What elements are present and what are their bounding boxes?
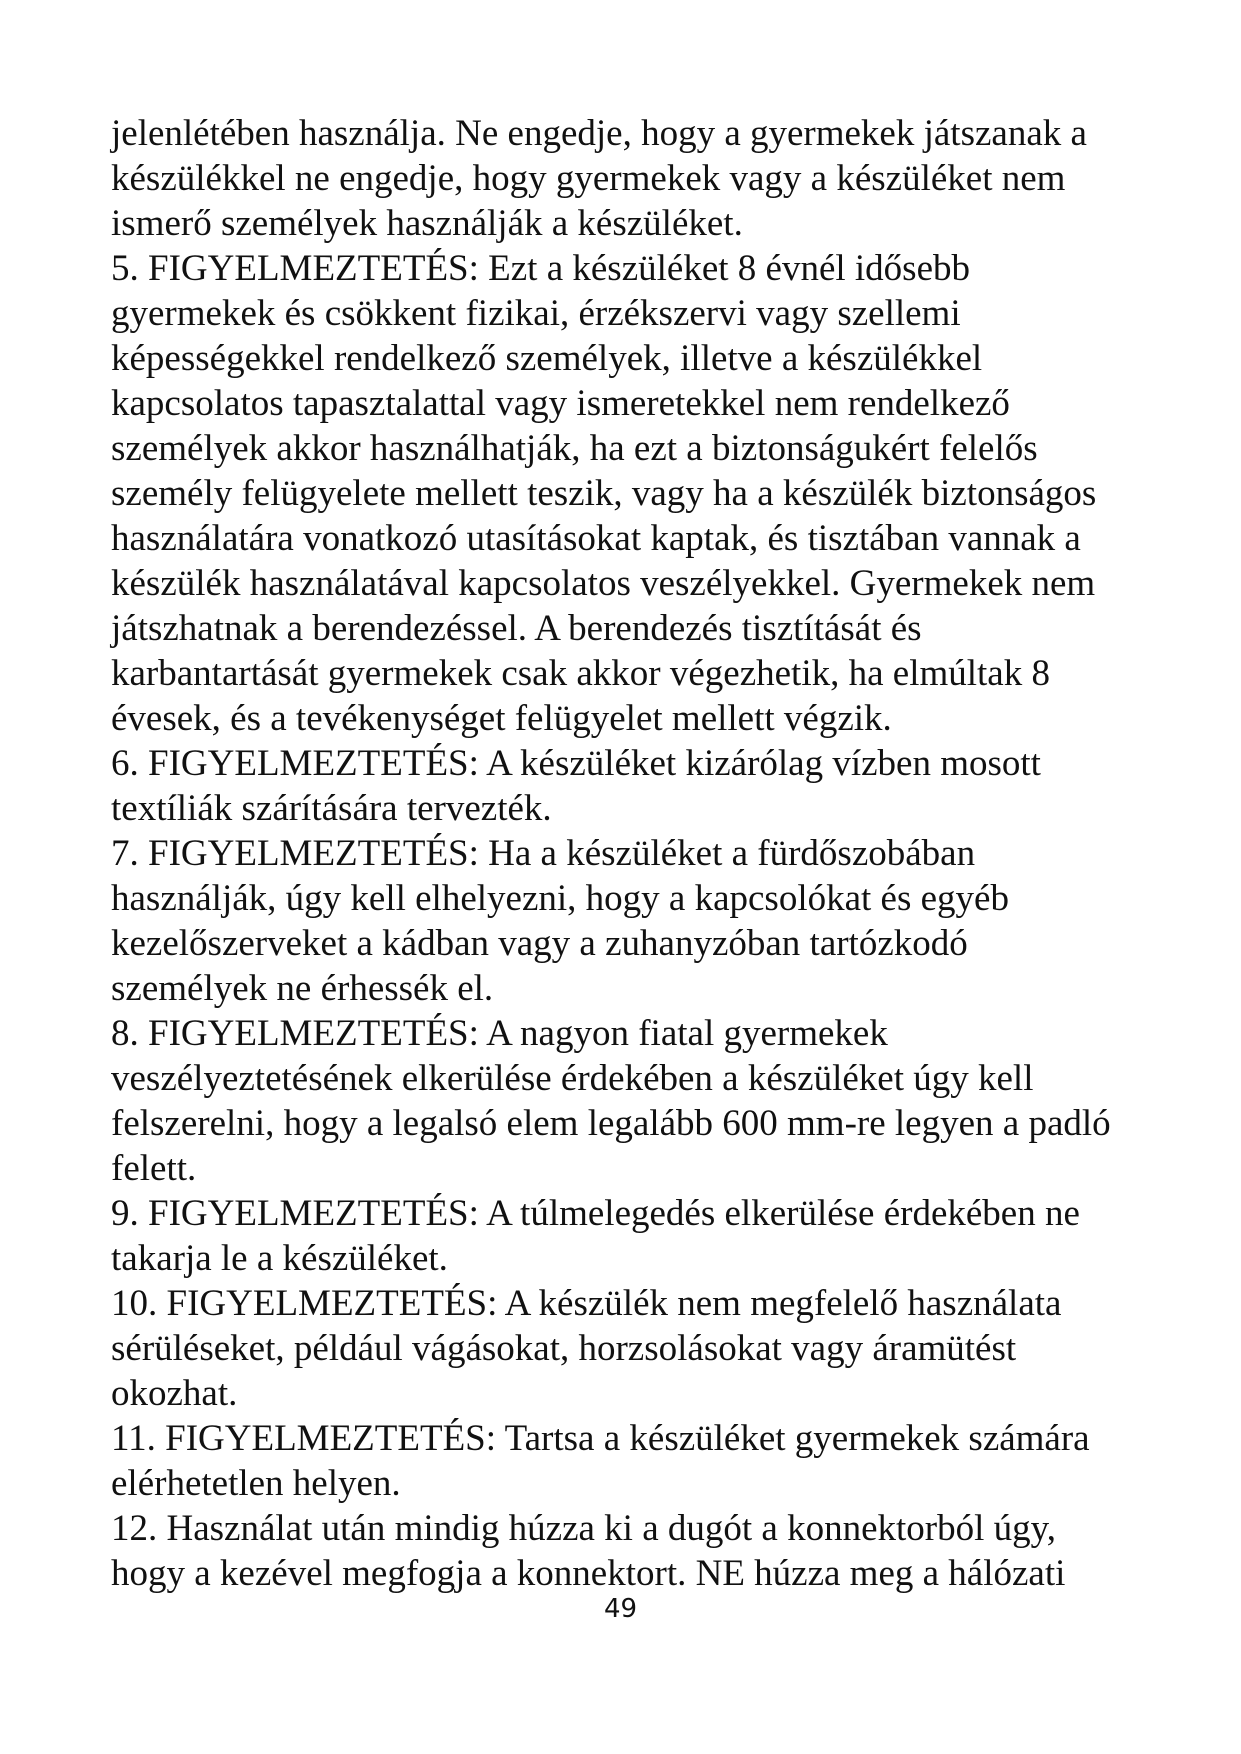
text-line: gyermekek és csökkent fizikai, érzékszervi vagy szellemi bbox=[111, 293, 961, 334]
warning-9-line: 9. FIGYELMEZTETÉS: A túlmelegedés elkerülése érdekében ne bbox=[111, 1193, 1080, 1234]
text-line: személyek akkor használhatják, ha ezt a biztonságukért felelős bbox=[111, 428, 1038, 469]
text-line: kapcsolatos tapasztalattal vagy ismeretekkel nem rendelkező bbox=[111, 383, 1010, 424]
text-line: veszélyeztetésének elkerülése érdekében a készüléket úgy kell bbox=[111, 1058, 1034, 1099]
text-line: személy felügyelete mellett teszik, vagy ha a készülék biztonságos bbox=[111, 473, 1097, 514]
text-line: okozhat. bbox=[111, 1373, 238, 1414]
text-line: karbantartását gyermekek csak akkor végezhetik, ha elmúltak 8 bbox=[111, 653, 1050, 694]
text-line: évesek, és a tevékenységet felügyelet mellett végzik. bbox=[111, 698, 892, 739]
text-line: takarja le a készüléket. bbox=[111, 1238, 448, 1279]
warning-6-line: 6. FIGYELMEZTETÉS: A készüléket kizárólag vízben mosott bbox=[111, 743, 1041, 784]
text-line: felett. bbox=[111, 1148, 197, 1189]
warning-11-line: 11. FIGYELMEZTETÉS: Tartsa a készüléket gyermekek számára bbox=[111, 1418, 1090, 1459]
text-line: elérhetetlen helyen. bbox=[111, 1463, 401, 1504]
text-line: felszerelni, hogy a legalsó elem legalább 600 mm-re legyen a padló bbox=[111, 1103, 1111, 1144]
text-line: textíliák szárítására tervezték. bbox=[111, 788, 552, 829]
text-line: készülékkel ne engedje, hogy gyermekek vagy a készüléket nem bbox=[111, 158, 1066, 199]
warning-8-line: 8. FIGYELMEZTETÉS: A nagyon fiatal gyermekek bbox=[111, 1013, 888, 1054]
text-line: ismerő személyek használják a készüléket. bbox=[111, 203, 743, 244]
warning-10-line: 10. FIGYELMEZTETÉS: A készülék nem megfelelő használata bbox=[111, 1283, 1062, 1324]
text-line: személyek ne érhessék el. bbox=[111, 968, 494, 1009]
body-text bbox=[111, 111, 1171, 1596]
text-line: képességekkel rendelkező személyek, illetve a készülékkel bbox=[111, 338, 983, 379]
warning-7-line: 7. FIGYELMEZTETÉS: Ha a készüléket a fürdőszobában bbox=[111, 833, 976, 874]
text-line: használatára vonatkozó utasításokat kaptak, és tisztában vannak a bbox=[111, 518, 1081, 559]
text-line: használják, úgy kell elhelyezni, hogy a kapcsolókat és egyéb bbox=[111, 878, 1009, 919]
text-line: jelenlétében használja. Ne engedje, hogy a gyermekek játszanak a bbox=[111, 113, 1087, 154]
warning-5-line: 5. FIGYELMEZTETÉS: Ezt a készüléket 8 évnél idősebb bbox=[111, 248, 971, 289]
text-line: sérüléseket, például vágásokat, horzsolásokat vagy áramütést bbox=[111, 1328, 1017, 1369]
item-12-line: 12. Használat után mindig húzza ki a dugót a konnektorból úgy, bbox=[111, 1508, 1056, 1549]
text-line: hogy a kezével megfogja a konnektort. NE húzza meg a hálózati bbox=[111, 1553, 1066, 1594]
text-line: készülék használatával kapcsolatos veszélyekkel. Gyermekek nem bbox=[111, 563, 1096, 604]
text-line: kezelőszerveket a kádban vagy a zuhanyzóban tartózkodó bbox=[111, 923, 968, 964]
page-number: 49 bbox=[603, 1594, 638, 1624]
text-line: játszhatnak a berendezéssel. A berendezés tisztítását és bbox=[111, 608, 922, 649]
